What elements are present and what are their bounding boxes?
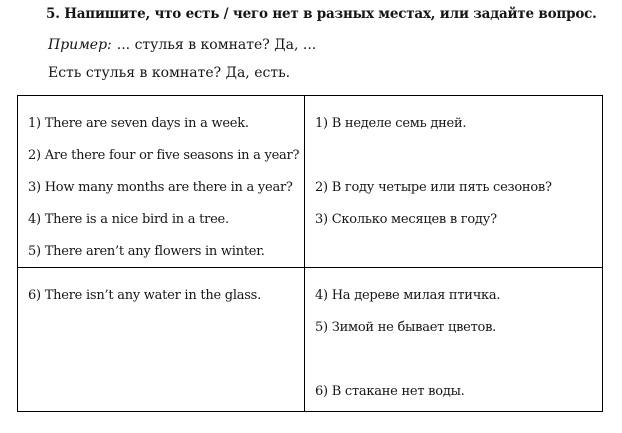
cell-russian-row1 — [305, 96, 602, 268]
sentence-en-6: 6) There isn’t any water in the glass. — [28, 288, 261, 303]
example-text: ... стулья в комнате? Да, ... — [116, 37, 317, 53]
sentence-en-5: 5) There aren’t any flowers in winter. — [28, 244, 265, 259]
sentence-ru-2: 2) В году четыре или пять сезонов? — [315, 180, 552, 195]
sentence-en-2: 2) Are there four or five seasons in a year? — [28, 148, 300, 163]
sentence-ru-4: 4) На дереве милая птичка. — [315, 288, 501, 303]
sentence-en-4: 4) There is a nice bird in a tree. — [28, 212, 229, 227]
exercise-title: 5. Напишите, что есть / чего нет в разных местах, или задайте вопрос. — [46, 6, 597, 22]
example-answer: Есть стулья в комнате? Да, есть. — [48, 65, 291, 81]
sentence-en-3: 3) How many months are there in a year? — [28, 180, 293, 195]
cell-russian-row2 — [305, 268, 602, 411]
cell-english-row1 — [18, 96, 305, 268]
sentence-en-1: 1) There are seven days in a week. — [28, 116, 249, 131]
sentence-ru-6: 6) В стакане нет воды. — [315, 384, 465, 399]
exercise-table — [17, 95, 603, 412]
example-line — [48, 36, 316, 54]
sentence-ru-3: 3) Сколько месяцев в году? — [315, 212, 497, 227]
blank-line — [315, 344, 598, 376]
example-label: Пример: — [48, 37, 112, 53]
sentence-ru-1: 1) В неделе семь дней. — [315, 116, 467, 131]
blank-line — [315, 140, 598, 172]
sentence-ru-5: 5) Зимой не бывает цветов. — [315, 320, 497, 335]
cell-english-row2 — [18, 268, 305, 411]
